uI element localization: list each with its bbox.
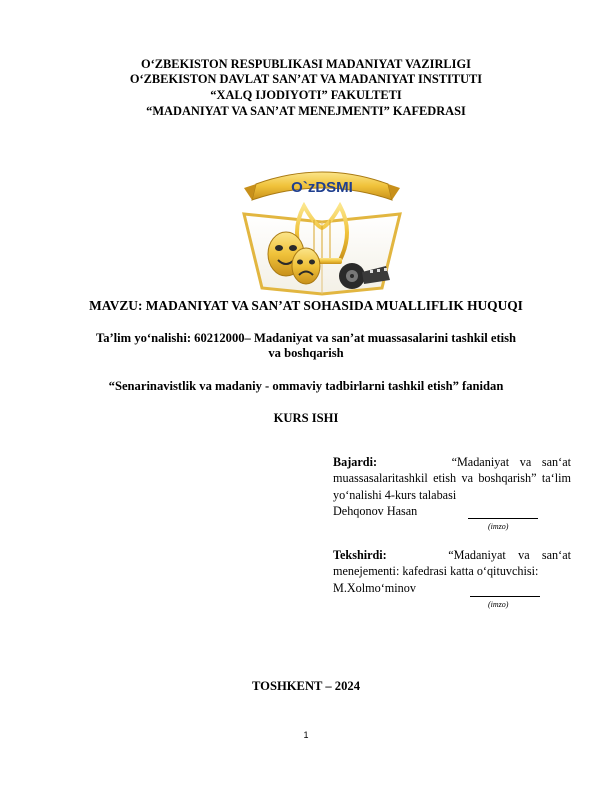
performer-text: “Madaniyat va san‘at muassasalaritashkil etish va boshqarish” ta‘lim yo‘nalishi 4-kurs talabasi xyxy=(333,455,571,502)
work-topic: MAVZU: MADANIYAT VA SAN’AT SOHASIDA MUALLIFLIK HUQUQI xyxy=(89,298,523,313)
city-year: TOSHKENT – 2024 xyxy=(251,679,360,693)
performer-block xyxy=(333,454,571,519)
subject-name: “Senarinavistlik va madaniy - ommaviy tadbirlarni tashkil etish” fanidan xyxy=(108,379,504,393)
performer-signature-hint: (imzo) xyxy=(488,522,509,531)
institute-logo xyxy=(234,162,410,296)
performer-signature-line xyxy=(468,518,538,519)
performer-description xyxy=(333,454,571,503)
direction-line-2: va boshqarish xyxy=(268,346,344,360)
header-institute: O‘ZBEKISTON DAVLAT SAN’AT VA MADANIYAT INSTITUTI xyxy=(129,72,483,86)
checker-label: Tekshirdi: xyxy=(333,548,387,562)
checker-block xyxy=(333,547,571,596)
logo-text: O`zDSMI xyxy=(291,179,353,196)
performer-label: Bajardi: xyxy=(333,455,378,469)
checker-signature-hint: (imzo) xyxy=(488,600,509,609)
header-department: “MADANIYAT VA SAN’AT MENEJMENTI” KAFEDRASI xyxy=(146,104,466,118)
direction-line-1: Ta’lim yo‘nalishi: 60212000– Madaniyat va san’at muassasalarini tashkil etish xyxy=(95,331,517,345)
checker-description xyxy=(333,547,571,580)
checker-name: M.Xolmo‘minov xyxy=(333,580,416,595)
performer-name: Dehqonov Hasan xyxy=(333,503,418,518)
page-number: 1 xyxy=(303,730,309,740)
work-type: KURS ISHI xyxy=(273,411,339,425)
header-ministry: O‘ZBEKISTON RESPUBLIKASI MADANIYAT VAZIRLIGI xyxy=(141,57,471,71)
header-faculty: “XALQ IJODIYOTI” FAKULTETI xyxy=(210,88,402,102)
checker-text: “Madaniyat va san‘at menejementi: kafedrasi katta o‘qituvchisi: xyxy=(333,548,571,579)
checker-signature-line xyxy=(470,596,540,597)
